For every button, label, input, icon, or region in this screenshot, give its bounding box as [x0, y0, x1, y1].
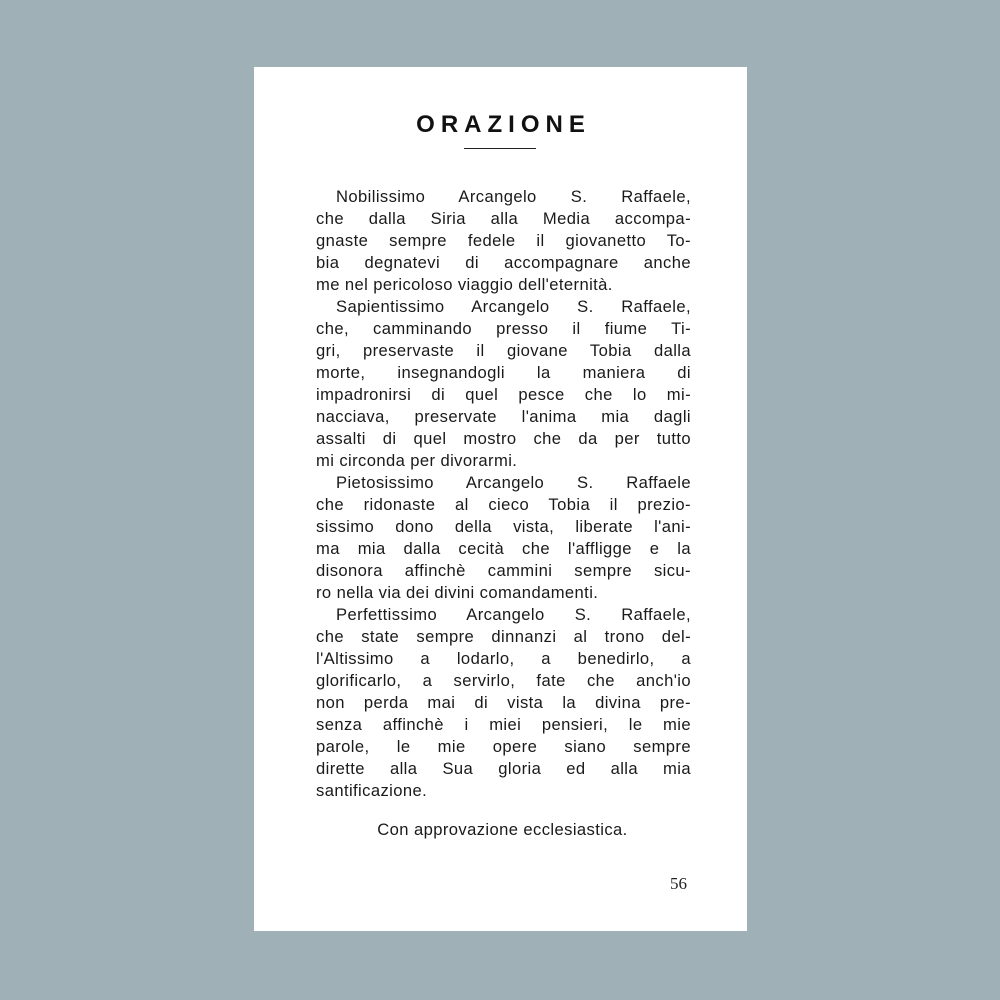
text-line: nacciava, preservate l'anima mia dagli [316, 407, 691, 426]
prayer-paragraph [316, 296, 691, 472]
text-line: me nel pericoloso viaggio dell'eternità. [316, 275, 613, 294]
text-line: Perfettissimo Arcangelo S. Raffaele, [336, 605, 691, 624]
text-line: disonora affinchè cammini sempre sicu- [316, 561, 691, 580]
approval-note: Con approvazione ecclesiastica. [377, 820, 628, 839]
prayer-paragraph [316, 472, 691, 604]
prayer-paragraph [316, 604, 691, 802]
text-line: morte, insegnandogli la maniera di [316, 363, 691, 382]
page-number: 56 [670, 874, 687, 893]
text-line: ma mia dalla cecità che l'affligge e la [316, 539, 691, 558]
page-title: ORAZIONE [416, 111, 591, 138]
title-underline [464, 148, 536, 149]
text-line: parole, le mie opere siano sempre [316, 737, 691, 756]
text-line: non perda mai di vista la divina pre- [316, 693, 691, 712]
text-line: Pietosissimo Arcangelo S. Raffaele [336, 473, 691, 492]
text-line: Sapientissimo Arcangelo S. Raffaele, [336, 297, 691, 316]
text-line: glorificarlo, a servirlo, fate che anch'io [316, 671, 691, 690]
prayer-text [316, 186, 691, 802]
text-line: bia degnatevi di accompagnare anche [316, 253, 691, 272]
text-line: gri, preservaste il giovane Tobia dalla [316, 341, 691, 360]
text-line: assalti di quel mostro che da per tutto [316, 429, 691, 448]
text-line: impadronirsi di quel pesce che lo mi- [316, 385, 691, 404]
text-line: Nobilissimo Arcangelo S. Raffaele, [336, 187, 691, 206]
text-line: sissimo dono della vista, liberate l'ani- [316, 517, 691, 536]
text-line: santificazione. [316, 781, 428, 800]
text-line: mi circonda per divorarmi. [316, 451, 518, 470]
prayer-card [254, 67, 747, 931]
text-line: che, camminando presso il fiume Ti- [316, 319, 691, 338]
text-line: l'Altissimo a lodarlo, a benedirlo, a [316, 649, 691, 668]
prayer-paragraph [316, 186, 691, 296]
text-line: senza affinchè i miei pensieri, le mie [316, 715, 691, 734]
text-line: gnaste sempre fedele il giovanetto To- [316, 231, 691, 250]
text-line: che state sempre dinnanzi al trono del- [316, 627, 691, 646]
text-line: ro nella via dei divini comandamenti. [316, 583, 599, 602]
text-line: che ridonaste al cieco Tobia il prezio- [316, 495, 691, 514]
text-line: che dalla Siria alla Media accompa- [316, 209, 691, 228]
text-line: dirette alla Sua gloria ed alla mia [316, 759, 691, 778]
